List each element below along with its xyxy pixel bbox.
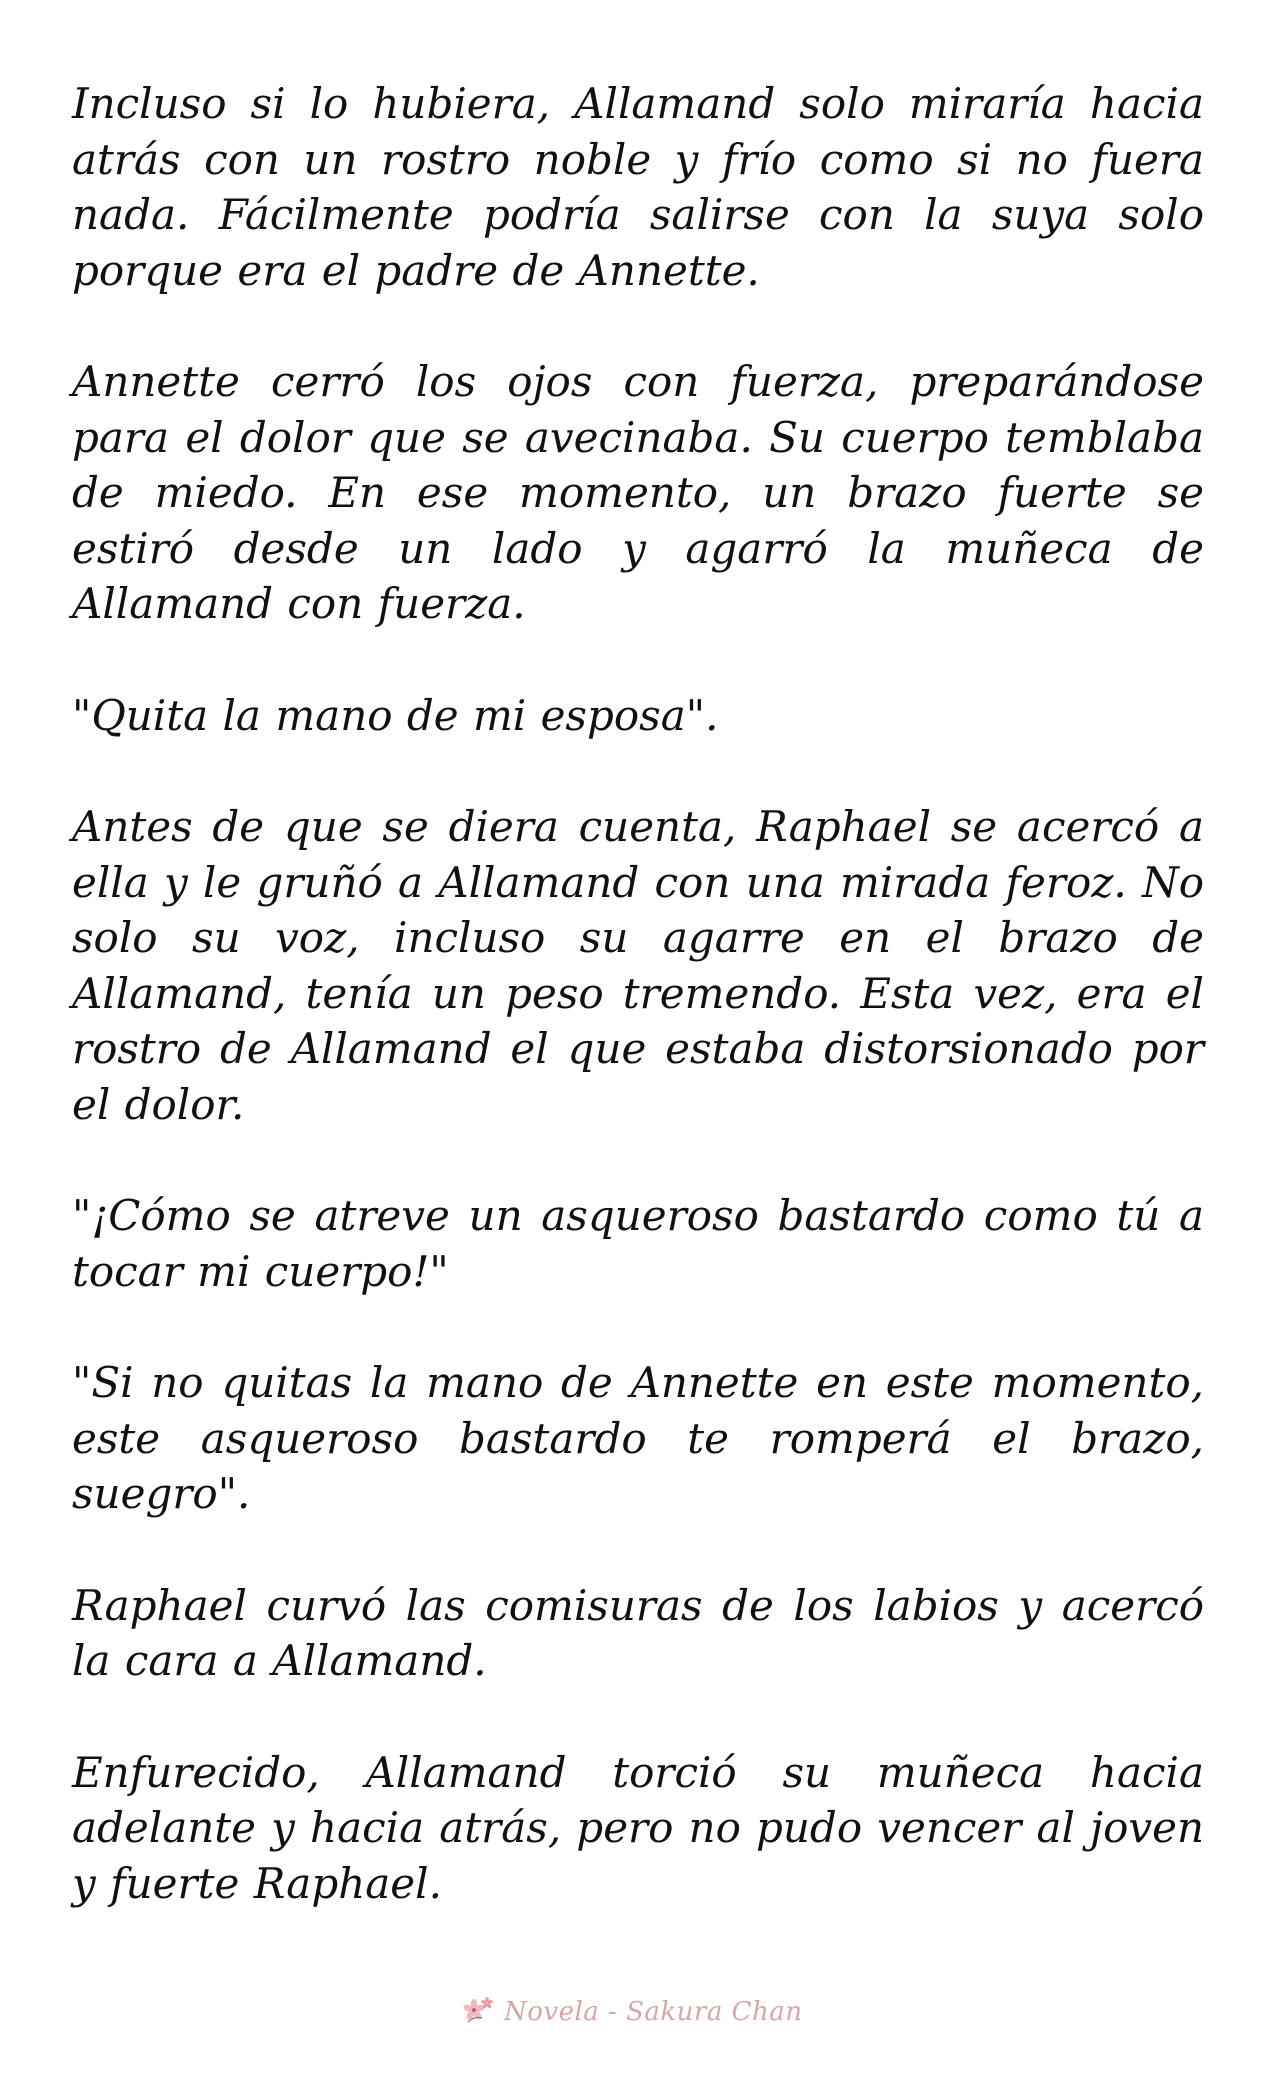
paragraph-5: "¡Cómo se atreve un asqueroso bastardo como tú a tocar mi cuerpo!" — [72, 1191, 1204, 1296]
paragraph-2: Annette cerró los ojos con fuerza, preparándose para el dolor que se avecinaba. Su cuerpo temblaba de miedo. En ese momento, un brazo fuerte se estiró desde un lado y agarró la muñeca de Allamand con fuerza. — [72, 357, 1204, 628]
paragraph-6: "Si no quitas la mano de Annette en este momento, este asqueroso bastardo te romperá el brazo, suegro". — [72, 1358, 1204, 1518]
watermark-text: Novela - Sakura Chan — [504, 1997, 803, 2027]
sakura-flower-icon — [460, 1994, 496, 2030]
paragraph-3: "Quita la mano de mi esposa". — [72, 690, 719, 740]
paragraph-4: Antes de que se diera cuenta, Raphael se acercó a ella y le gruñó a Allamand con una mirada feroz. No solo su voz, incluso su agarre en el brazo de Allamand, tenía un peso tremendo. Esta vez, era el rostro de Allamand el que estaba distorsionado por el dolor. — [72, 802, 1204, 1129]
story-text — [72, 76, 1204, 1967]
paragraph-8: Enfurecido, Allamand torció su muñeca hacia adelante y hacia atrás, pero no pudo vencer al joven y fuerte Raphael. — [72, 1747, 1204, 1908]
watermark — [460, 1994, 803, 2030]
paragraph-1: Incluso si lo hubiera, Allamand solo miraría hacia atrás con un rostro noble y frío como si no fuera nada. Fácilmente podría salirse con la suya solo porque era el padre de Annette. — [72, 79, 1204, 295]
paragraph-7: Raphael curvó las comisuras de los labios y acercó la cara a Allamand. — [72, 1580, 1204, 1685]
